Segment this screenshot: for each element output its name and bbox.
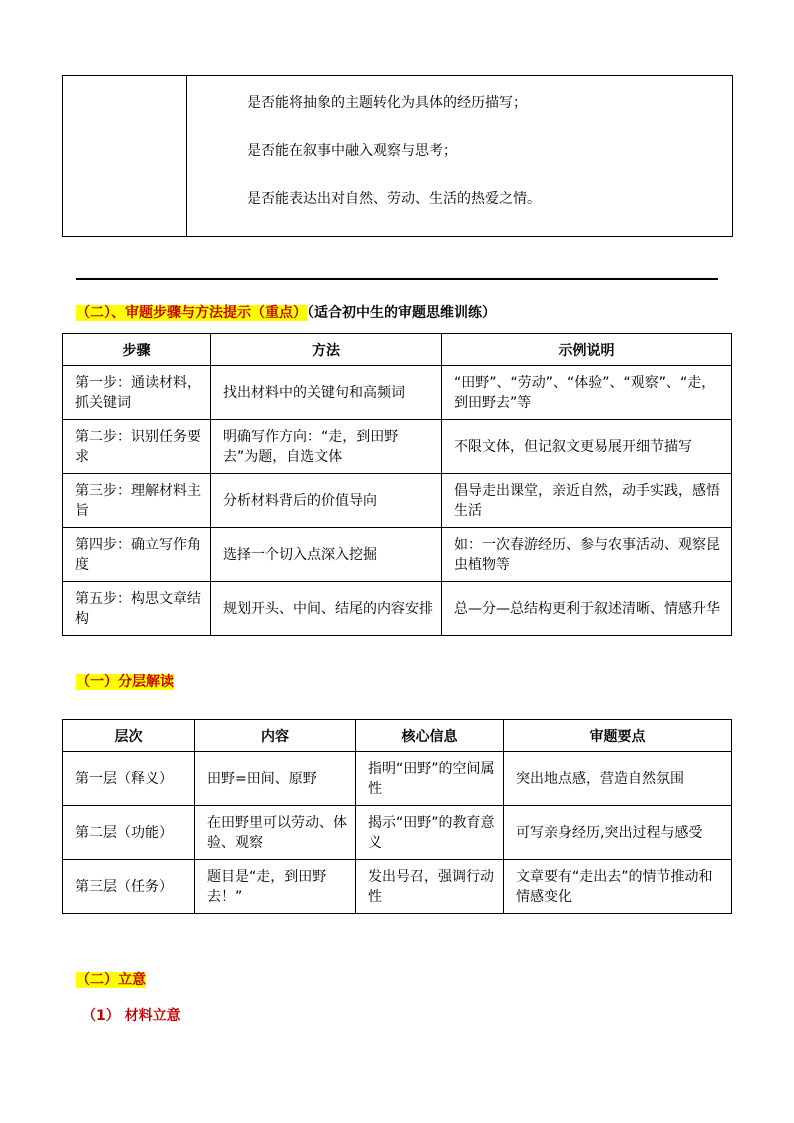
criteria-table	[62, 75, 733, 237]
content-cell: 在田野里可以劳动、体验、观察	[195, 806, 356, 860]
steps-table	[62, 333, 732, 636]
content-cell: 田野=田间、原野	[195, 752, 356, 806]
steps-heading-highlight: （二）、审题步骤与方法提示（重点）	[76, 305, 307, 321]
example-cell: 倡导走出课堂，亲近自然，动手实践，感悟生活	[442, 474, 732, 528]
ideas-heading-highlight: （二）立意	[76, 972, 146, 988]
steps-heading-note: （适合初中生的审题思维训练）	[307, 305, 496, 321]
table-row	[63, 860, 732, 914]
table-row	[63, 366, 732, 420]
criterion-3: 是否能表达出对自然、劳动、生活的热爱之情。	[247, 191, 541, 207]
header-key-points: 审题要点	[504, 720, 732, 752]
example-cell: 总—分—总结构更利于叙述清晰、情感升华	[442, 582, 732, 636]
step-cell: 第三步：理解材料主旨	[63, 474, 211, 528]
header-step: 步骤	[63, 334, 211, 366]
table-row	[63, 420, 732, 474]
section-divider	[76, 278, 718, 280]
header-level: 层次	[63, 720, 195, 752]
method-cell: 选择一个切入点深入挖掘	[211, 528, 442, 582]
method-cell: 明确写作方向：“走，到田野去”为题，自选文体	[211, 420, 442, 474]
step-cell: 第五步：构思文章结构	[63, 582, 211, 636]
criteria-cell	[187, 76, 733, 237]
layers-section-heading	[76, 672, 174, 692]
step-cell: 第二步：识别任务要求	[63, 420, 211, 474]
layers-table	[62, 719, 732, 914]
core-info-cell: 发出号召，强调行动性	[356, 860, 504, 914]
step-cell: 第一步：通读材料，抓关键词	[63, 366, 211, 420]
ideas-section-heading	[76, 970, 146, 990]
core-info-cell: 指明“田野”的空间属性	[356, 752, 504, 806]
method-cell: 规划开头、中间、结尾的内容安排	[211, 582, 442, 636]
method-cell: 分析材料背后的价值导向	[211, 474, 442, 528]
table-row	[63, 528, 732, 582]
example-cell: 如：一次春游经历、参与农事活动、观察昆虫植物等	[442, 528, 732, 582]
criterion-1: 是否能将抽象的主题转化为具体的经历描写；	[247, 95, 527, 111]
table-row	[63, 582, 732, 636]
layers-heading-highlight: （一）分层解读	[76, 674, 174, 690]
table-row	[63, 806, 732, 860]
level-cell: 第一层（释义）	[63, 752, 195, 806]
table-row	[63, 474, 732, 528]
table-row	[63, 752, 732, 806]
steps-header-row	[63, 334, 732, 366]
example-cell: 不限文体，但记叙文更易展开细节描写	[442, 420, 732, 474]
criterion-2: 是否能在叙事中融入观察与思考；	[247, 143, 457, 159]
content-cell: 题目是“走，到田野去！”	[195, 860, 356, 914]
key-points-cell: 文章要有“走出去”的情节推动和情感变化	[504, 860, 732, 914]
steps-section-heading	[76, 303, 496, 323]
header-example: 示例说明	[442, 334, 732, 366]
header-content: 内容	[195, 720, 356, 752]
level-cell: 第二层（功能）	[63, 806, 195, 860]
layers-header-row	[63, 720, 732, 752]
key-points-cell: 可写亲身经历,突出过程与感受	[504, 806, 732, 860]
material-ideas-subheading: （1） 材料立意	[82, 1008, 181, 1024]
core-info-cell: 揭示“田野”的教育意义	[356, 806, 504, 860]
criteria-label-cell	[63, 76, 187, 237]
step-cell: 第四步：确立写作角度	[63, 528, 211, 582]
example-cell: “田野”、“劳动”、“体验”、“观察”、“走，到田野去”等	[442, 366, 732, 420]
level-cell: 第三层（任务）	[63, 860, 195, 914]
method-cell: 找出材料中的关键句和高频词	[211, 366, 442, 420]
key-points-cell: 突出地点感，营造自然氛围	[504, 752, 732, 806]
header-method: 方法	[211, 334, 442, 366]
header-core-info: 核心信息	[356, 720, 504, 752]
